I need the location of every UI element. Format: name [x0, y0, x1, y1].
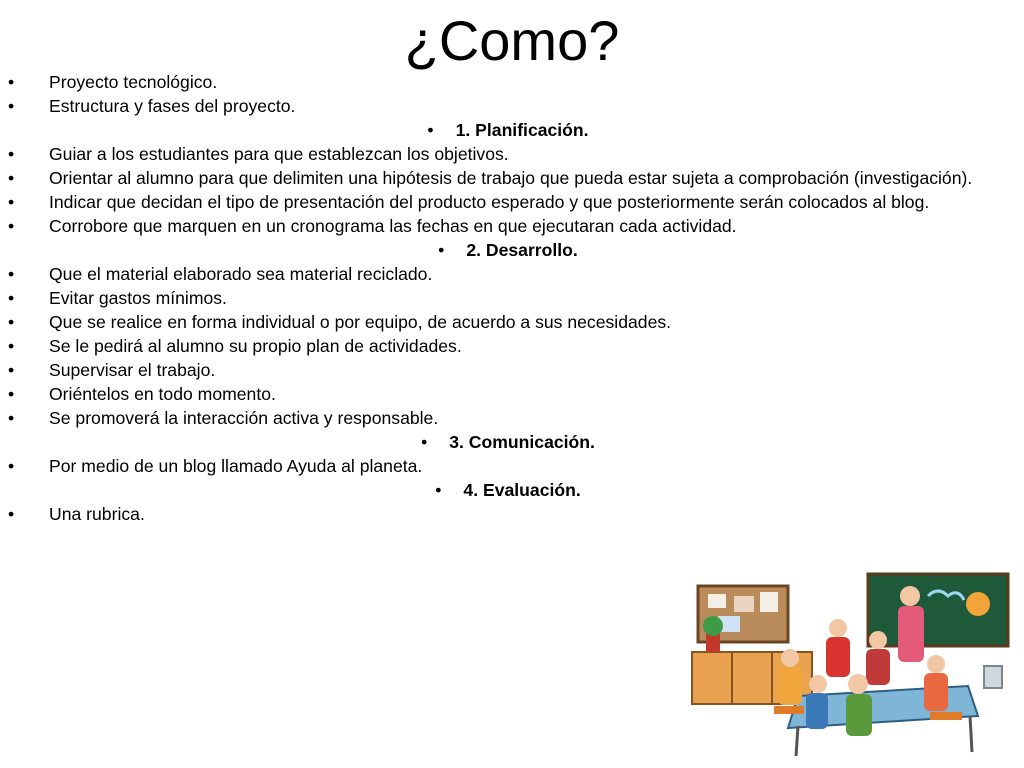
bullet-text: Una rubrica.	[49, 504, 145, 524]
bullet-marker: •	[8, 192, 15, 212]
bullet-item	[8, 287, 1008, 311]
bullet-item	[8, 191, 1008, 215]
bullet-text: 1. Planificación.	[455, 120, 589, 140]
bullet-item	[8, 95, 1008, 119]
bullet-text: 2. Desarrollo.	[466, 240, 578, 260]
bullet-text: Orientar al alumno para que delimiten una hipótesis de trabajo que pueda estar sujeta a comprobación (investigación).	[49, 168, 973, 188]
bullet-item	[8, 503, 1008, 527]
bullet-marker: •	[8, 312, 15, 332]
bullet-marker: •	[435, 480, 442, 500]
bullet-item	[8, 335, 1008, 359]
slide-title: ¿Como?	[404, 9, 620, 72]
bullet-item	[8, 167, 1008, 191]
bullet-text: Se le pedirá al alumno su propio plan de actividades.	[49, 336, 462, 356]
bullet-marker: •	[8, 168, 15, 188]
bullet-text: Supervisar el trabajo.	[49, 360, 216, 380]
bullet-list	[8, 71, 1008, 527]
bullet-marker: •	[427, 120, 434, 140]
bullet-text: Estructura y fases del proyecto.	[49, 96, 296, 116]
bullet-text: 4. Evaluación.	[463, 480, 581, 500]
section-heading	[8, 431, 1008, 455]
bullet-text: Proyecto tecnológico.	[49, 72, 218, 92]
section-heading	[8, 479, 1008, 503]
bullet-text: Que se realice en forma individual o por equipo, de acuerdo a sus necesidades.	[49, 312, 672, 332]
bullet-text: Oriéntelos en todo momento.	[49, 384, 276, 404]
sun-drawing	[966, 592, 990, 616]
bullet-marker: •	[8, 288, 15, 308]
bullet-item	[8, 215, 1008, 239]
classroom-illustration	[678, 566, 1014, 762]
bullet-text: Guiar a los estudiantes para que establezcan los objetivos.	[49, 144, 509, 164]
teacher-figure	[898, 606, 924, 662]
bullet-item	[8, 71, 1008, 95]
bullet-item	[8, 407, 1008, 431]
wastebasket-icon	[984, 666, 1002, 688]
bullet-item	[8, 359, 1008, 383]
bullet-marker: •	[8, 456, 15, 476]
bullet-marker: •	[8, 216, 15, 236]
bullet-marker: •	[8, 264, 15, 284]
bullet-marker: •	[8, 384, 15, 404]
bullet-text: Corrobore que marquen en un cronograma las fechas en que ejecutaran cada actividad.	[49, 216, 737, 236]
bullet-text: 3. Comunicación.	[449, 432, 595, 452]
section-heading	[8, 239, 1008, 263]
bullet-item	[8, 263, 1008, 287]
bullet-marker: •	[8, 360, 15, 380]
bullet-text: Que el material elaborado sea material reciclado.	[49, 264, 433, 284]
section-heading	[8, 119, 1008, 143]
bullet-marker: •	[438, 240, 445, 260]
bullet-marker: •	[8, 504, 15, 524]
bullet-marker: •	[8, 408, 15, 428]
bullet-marker: •	[8, 72, 15, 92]
bullet-marker: •	[8, 144, 15, 164]
bullet-marker: •	[421, 432, 428, 452]
bullet-marker: •	[8, 96, 15, 116]
bullet-item	[8, 143, 1008, 167]
bullet-item	[8, 455, 1008, 479]
bullet-text: Se promoverá la interacción activa y responsable.	[49, 408, 439, 428]
bullet-item	[8, 383, 1008, 407]
bullet-text: Indicar que decidan el tipo de presentación del producto esperado y que posteriormente serán colocados al blog.	[49, 192, 930, 212]
bullet-item	[8, 311, 1008, 335]
bullet-text: Por medio de un blog llamado Ayuda al planeta.	[49, 456, 423, 476]
bullet-text: Evitar gastos mínimos.	[49, 288, 227, 308]
bullet-marker: •	[8, 336, 15, 356]
